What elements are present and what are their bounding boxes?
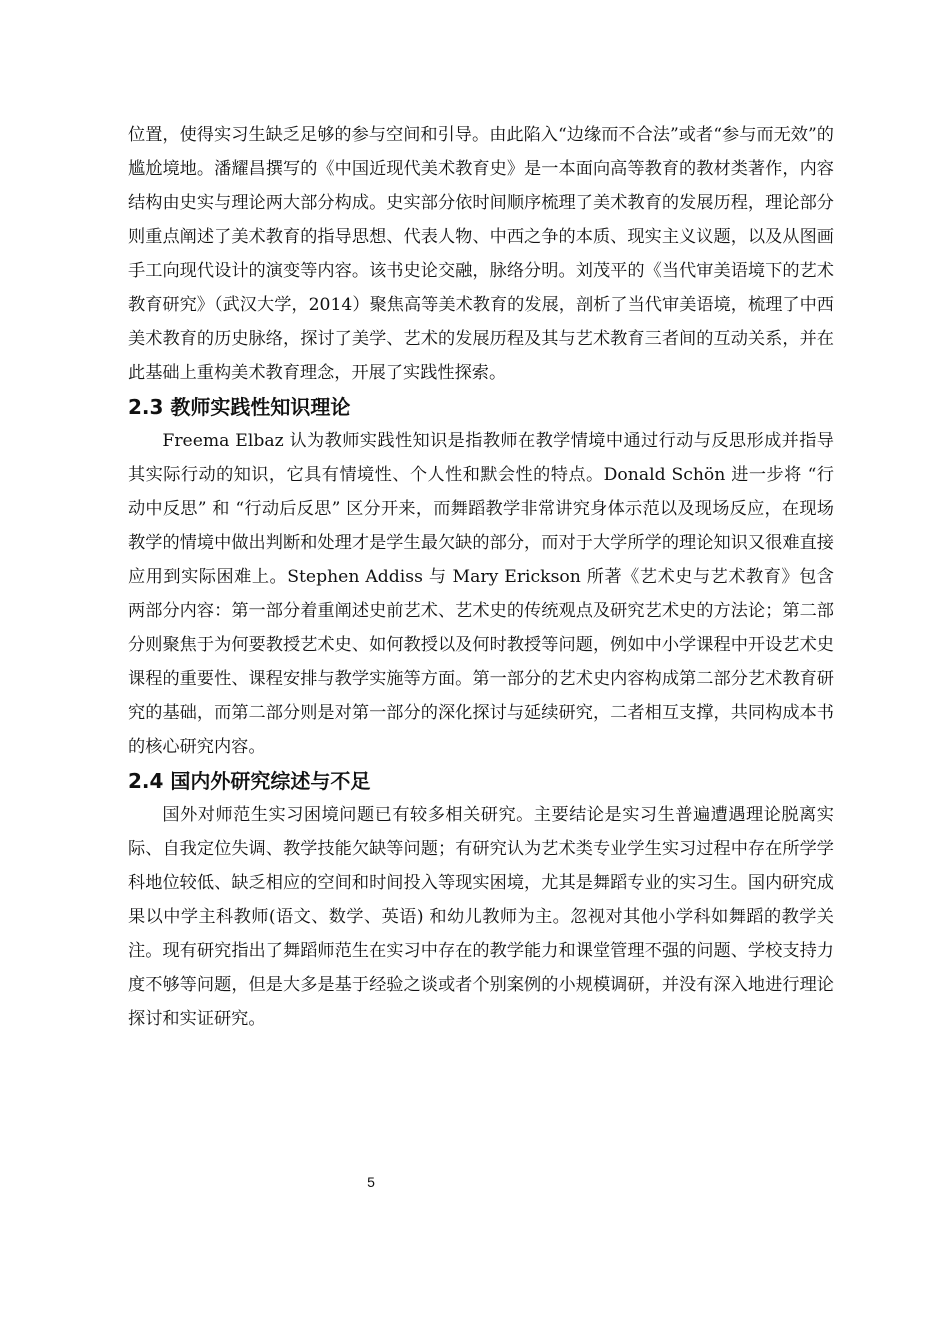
page-number: 5 xyxy=(367,1174,375,1190)
section-heading-2-3: 2.3 教师实践性知识理论 xyxy=(128,395,351,419)
section-heading-2-4: 2.4 国内外研究综述与不足 xyxy=(128,769,371,793)
paragraph-2-3: Freema Elbaz 认为教师实践性知识是指教师在教学情境中通过行动与反思形成并指导其实际行动的知识，它具有情境性、个人性和默会性的特点。Donald Schön 进一步将 “行动中反思” 和 “行动后反思” 区分开来，而舞蹈教学非常讲究身体示范以及现场反应，在现场教学的情境中做出判断和处理才是学生最欠缺的部分，而对于大学所学的理论知识又很难直接应用到实际困难上。Stephen Addiss 与 Mary Erickson 所著《艺术史与艺术教育》包含两部分内容：第一部分着重阐述史前艺术、艺术史的传统观点及研究艺术史的方法论；第二部分则聚焦于为何要教授艺术史、如何教授以及何时教授等问题，例如中小学课程中开设艺术史课程的重要性、课程安排与教学实施等方面。第一部分的艺术史内容构成第二部分艺术教育研究的基础，而第二部分则是对第一部分的深化探讨与延续研究，二者相互支撑，共同构成本书的核心研究内容。 xyxy=(128,431,834,757)
paragraph-2-4: 国外对师范生实习困境问题已有较多相关研究。主要结论是实习生普遍遭遇理论脱离实际、自我定位失调、教学技能欠缺等问题；有研究认为艺术类专业学生实习过程中存在所学学科地位较低、缺乏相应的空间和时间投入等现实困境，尤其是舞蹈专业的实习生。国内研究成果以中学主科教师(语文、数学、英语) 和幼儿教师为主。忽视对其他小学科如舞蹈的教学关注。现有研究指出了舞蹈师范生在实习中存在的教学能力和课堂管理不强的问题、学校支持力度不够等问题，但是大多是基于经验之谈或者个别案例的小规模调研，并没有深入地进行理论探讨和实证研究。 xyxy=(128,805,834,1029)
paragraph-intro: 位置，使得实习生缺乏足够的参与空间和引导。由此陷入“边缘而不合法”或者“参与而无效”的尴尬境地。潘耀昌撰写的《中国近现代美术教育史》是一本面向高等教育的教材类著作，内容结构由史实与理论两大部分构成。史实部分依时间顺序梳理了美术教育的发展历程，理论部分则重点阐述了美术教育的指导思想、代表人物、中西之争的本质、现实主义议题，以及从图画手工向现代设计的演变等内容。该书史论交融，脉络分明。刘茂平的《当代审美语境下的艺术教育研究》（武汉大学，2014）聚焦高等美术教育的发展，剖析了当代审美语境，梳理了中西美术教育的历史脉络，探讨了美学、艺术的发展历程及其与艺术教育三者间的互动关系，并在此基础上重构美术教育理念，开展了实践性探索。 xyxy=(128,125,834,383)
body-text xyxy=(128,118,834,1036)
